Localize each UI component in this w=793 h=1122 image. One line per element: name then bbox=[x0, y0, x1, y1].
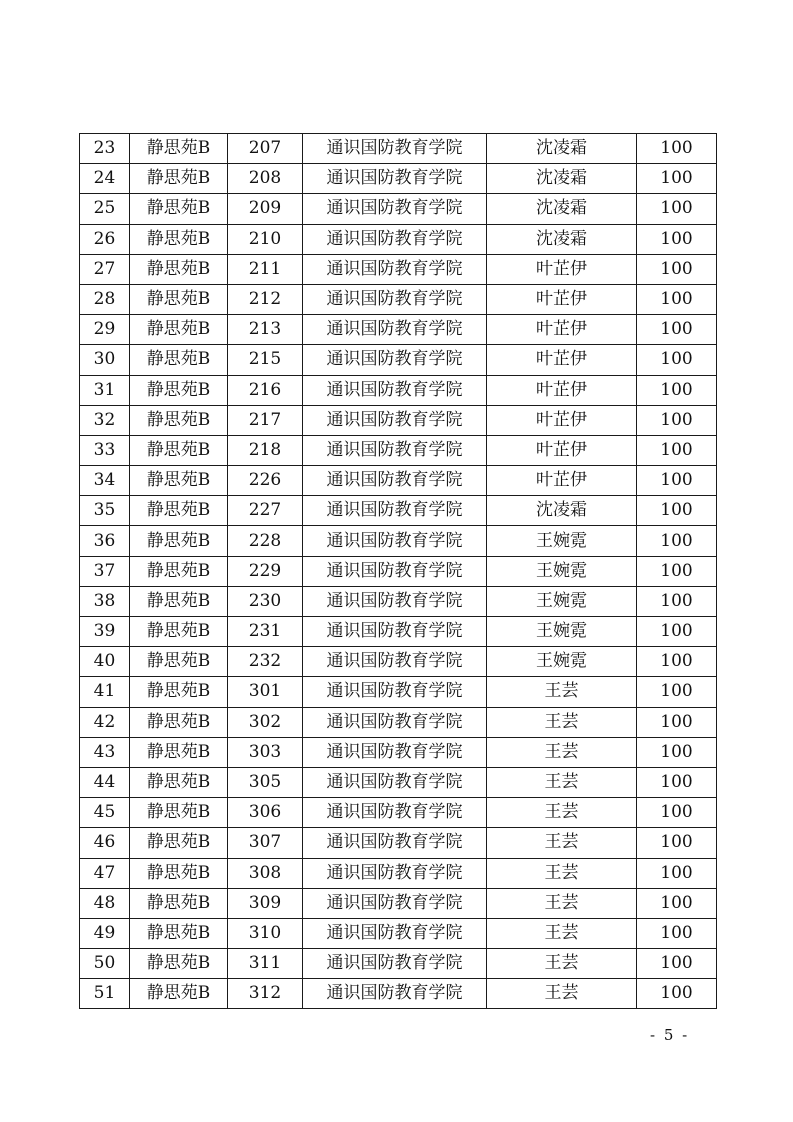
college-cell: 通识国防教育学院 bbox=[303, 586, 487, 616]
room-number-cell: 309 bbox=[228, 888, 303, 918]
counselor-name-cell: 沈凌霜 bbox=[487, 164, 637, 194]
table-row bbox=[80, 918, 717, 948]
row-index-cell: 28 bbox=[80, 284, 130, 314]
building-cell: 静思苑B bbox=[130, 949, 228, 979]
table-row bbox=[80, 828, 717, 858]
counselor-name-cell: 王婉霓 bbox=[487, 526, 637, 556]
counselor-name-cell: 王婉霓 bbox=[487, 617, 637, 647]
counselor-name-cell: 沈凌霜 bbox=[487, 224, 637, 254]
table-row bbox=[80, 254, 717, 284]
room-number-cell: 226 bbox=[228, 466, 303, 496]
table-row bbox=[80, 526, 717, 556]
counselor-name-cell: 叶芷伊 bbox=[487, 466, 637, 496]
counselor-name-cell: 王芸 bbox=[487, 737, 637, 767]
building-cell: 静思苑B bbox=[130, 315, 228, 345]
room-number-cell: 216 bbox=[228, 375, 303, 405]
college-cell: 通识国防教育学院 bbox=[303, 224, 487, 254]
score-cell: 100 bbox=[637, 345, 717, 375]
counselor-name-cell: 王芸 bbox=[487, 918, 637, 948]
score-cell: 100 bbox=[637, 737, 717, 767]
score-cell: 100 bbox=[637, 677, 717, 707]
score-cell: 100 bbox=[637, 435, 717, 465]
room-number-cell: 212 bbox=[228, 284, 303, 314]
table-row bbox=[80, 224, 717, 254]
room-number-cell: 217 bbox=[228, 405, 303, 435]
table-row bbox=[80, 888, 717, 918]
college-cell: 通识国防教育学院 bbox=[303, 496, 487, 526]
college-cell: 通识国防教育学院 bbox=[303, 164, 487, 194]
counselor-name-cell: 王婉霓 bbox=[487, 647, 637, 677]
room-number-cell: 218 bbox=[228, 435, 303, 465]
score-cell: 100 bbox=[637, 647, 717, 677]
row-index-cell: 41 bbox=[80, 677, 130, 707]
score-cell: 100 bbox=[637, 828, 717, 858]
college-cell: 通识国防教育学院 bbox=[303, 707, 487, 737]
row-index-cell: 43 bbox=[80, 737, 130, 767]
college-cell: 通识国防教育学院 bbox=[303, 828, 487, 858]
building-cell: 静思苑B bbox=[130, 345, 228, 375]
row-index-cell: 34 bbox=[80, 466, 130, 496]
table-row bbox=[80, 375, 717, 405]
score-cell: 100 bbox=[637, 496, 717, 526]
score-cell: 100 bbox=[637, 918, 717, 948]
row-index-cell: 24 bbox=[80, 164, 130, 194]
college-cell: 通识国防教育学院 bbox=[303, 798, 487, 828]
score-cell: 100 bbox=[637, 586, 717, 616]
building-cell: 静思苑B bbox=[130, 496, 228, 526]
counselor-name-cell: 沈凌霜 bbox=[487, 194, 637, 224]
table-row bbox=[80, 858, 717, 888]
row-index-cell: 46 bbox=[80, 828, 130, 858]
row-index-cell: 48 bbox=[80, 888, 130, 918]
college-cell: 通识国防教育学院 bbox=[303, 526, 487, 556]
table-row bbox=[80, 134, 717, 164]
room-number-cell: 311 bbox=[228, 949, 303, 979]
table-row bbox=[80, 194, 717, 224]
row-index-cell: 33 bbox=[80, 435, 130, 465]
counselor-name-cell: 王芸 bbox=[487, 888, 637, 918]
building-cell: 静思苑B bbox=[130, 164, 228, 194]
building-cell: 静思苑B bbox=[130, 194, 228, 224]
score-cell: 100 bbox=[637, 556, 717, 586]
counselor-name-cell: 叶芷伊 bbox=[487, 375, 637, 405]
counselor-name-cell: 叶芷伊 bbox=[487, 405, 637, 435]
room-number-cell: 230 bbox=[228, 586, 303, 616]
college-cell: 通识国防教育学院 bbox=[303, 888, 487, 918]
room-number-cell: 310 bbox=[228, 918, 303, 948]
table-body bbox=[80, 134, 717, 1009]
counselor-name-cell: 叶芷伊 bbox=[487, 315, 637, 345]
counselor-name-cell: 王芸 bbox=[487, 798, 637, 828]
row-index-cell: 25 bbox=[80, 194, 130, 224]
score-cell: 100 bbox=[637, 134, 717, 164]
college-cell: 通识国防教育学院 bbox=[303, 949, 487, 979]
college-cell: 通识国防教育学院 bbox=[303, 647, 487, 677]
building-cell: 静思苑B bbox=[130, 858, 228, 888]
building-cell: 静思苑B bbox=[130, 617, 228, 647]
room-number-cell: 210 bbox=[228, 224, 303, 254]
row-index-cell: 29 bbox=[80, 315, 130, 345]
building-cell: 静思苑B bbox=[130, 556, 228, 586]
college-cell: 通识国防教育学院 bbox=[303, 134, 487, 164]
counselor-name-cell: 沈凌霜 bbox=[487, 134, 637, 164]
building-cell: 静思苑B bbox=[130, 888, 228, 918]
row-index-cell: 35 bbox=[80, 496, 130, 526]
college-cell: 通识国防教育学院 bbox=[303, 737, 487, 767]
room-number-cell: 303 bbox=[228, 737, 303, 767]
counselor-name-cell: 王芸 bbox=[487, 949, 637, 979]
room-number-cell: 229 bbox=[228, 556, 303, 586]
building-cell: 静思苑B bbox=[130, 466, 228, 496]
score-cell: 100 bbox=[637, 224, 717, 254]
table-row bbox=[80, 798, 717, 828]
building-cell: 静思苑B bbox=[130, 375, 228, 405]
score-cell: 100 bbox=[637, 375, 717, 405]
table-row bbox=[80, 617, 717, 647]
room-number-cell: 211 bbox=[228, 254, 303, 284]
table-row bbox=[80, 979, 717, 1009]
table-row bbox=[80, 466, 717, 496]
score-cell: 100 bbox=[637, 254, 717, 284]
counselor-name-cell: 王芸 bbox=[487, 707, 637, 737]
college-cell: 通识国防教育学院 bbox=[303, 284, 487, 314]
score-cell: 100 bbox=[637, 284, 717, 314]
room-number-cell: 312 bbox=[228, 979, 303, 1009]
building-cell: 静思苑B bbox=[130, 918, 228, 948]
row-index-cell: 31 bbox=[80, 375, 130, 405]
college-cell: 通识国防教育学院 bbox=[303, 767, 487, 797]
row-index-cell: 45 bbox=[80, 798, 130, 828]
table-row bbox=[80, 496, 717, 526]
table-row bbox=[80, 315, 717, 345]
counselor-name-cell: 王婉霓 bbox=[487, 586, 637, 616]
room-number-cell: 301 bbox=[228, 677, 303, 707]
counselor-name-cell: 王芸 bbox=[487, 979, 637, 1009]
college-cell: 通识国防教育学院 bbox=[303, 194, 487, 224]
row-index-cell: 30 bbox=[80, 345, 130, 375]
counselor-name-cell: 王芸 bbox=[487, 677, 637, 707]
row-index-cell: 32 bbox=[80, 405, 130, 435]
college-cell: 通识国防教育学院 bbox=[303, 677, 487, 707]
room-number-cell: 207 bbox=[228, 134, 303, 164]
building-cell: 静思苑B bbox=[130, 798, 228, 828]
college-cell: 通识国防教育学院 bbox=[303, 405, 487, 435]
score-cell: 100 bbox=[637, 767, 717, 797]
row-index-cell: 50 bbox=[80, 949, 130, 979]
room-number-cell: 208 bbox=[228, 164, 303, 194]
counselor-name-cell: 叶芷伊 bbox=[487, 284, 637, 314]
counselor-name-cell: 叶芷伊 bbox=[487, 254, 637, 284]
college-cell: 通识国防教育学院 bbox=[303, 918, 487, 948]
building-cell: 静思苑B bbox=[130, 737, 228, 767]
college-cell: 通识国防教育学院 bbox=[303, 617, 487, 647]
building-cell: 静思苑B bbox=[130, 647, 228, 677]
table-row bbox=[80, 164, 717, 194]
score-cell: 100 bbox=[637, 405, 717, 435]
row-index-cell: 38 bbox=[80, 586, 130, 616]
row-index-cell: 26 bbox=[80, 224, 130, 254]
counselor-name-cell: 王芸 bbox=[487, 858, 637, 888]
building-cell: 静思苑B bbox=[130, 134, 228, 164]
college-cell: 通识国防教育学院 bbox=[303, 466, 487, 496]
counselor-name-cell: 王芸 bbox=[487, 828, 637, 858]
table-row bbox=[80, 345, 717, 375]
counselor-name-cell: 王芸 bbox=[487, 767, 637, 797]
counselor-name-cell: 叶芷伊 bbox=[487, 435, 637, 465]
table-row bbox=[80, 677, 717, 707]
college-cell: 通识国防教育学院 bbox=[303, 375, 487, 405]
row-index-cell: 40 bbox=[80, 647, 130, 677]
building-cell: 静思苑B bbox=[130, 979, 228, 1009]
room-number-cell: 305 bbox=[228, 767, 303, 797]
counselor-name-cell: 王婉霓 bbox=[487, 556, 637, 586]
row-index-cell: 23 bbox=[80, 134, 130, 164]
counselor-name-cell: 沈凌霜 bbox=[487, 496, 637, 526]
room-number-cell: 306 bbox=[228, 798, 303, 828]
building-cell: 静思苑B bbox=[130, 254, 228, 284]
score-cell: 100 bbox=[637, 888, 717, 918]
table-row bbox=[80, 556, 717, 586]
building-cell: 静思苑B bbox=[130, 828, 228, 858]
college-cell: 通识国防教育学院 bbox=[303, 556, 487, 586]
building-cell: 静思苑B bbox=[130, 435, 228, 465]
table-row bbox=[80, 435, 717, 465]
dormitory-score-table bbox=[79, 133, 717, 1009]
row-index-cell: 36 bbox=[80, 526, 130, 556]
building-cell: 静思苑B bbox=[130, 224, 228, 254]
college-cell: 通识国防教育学院 bbox=[303, 254, 487, 284]
college-cell: 通识国防教育学院 bbox=[303, 345, 487, 375]
row-index-cell: 51 bbox=[80, 979, 130, 1009]
score-cell: 100 bbox=[637, 707, 717, 737]
row-index-cell: 47 bbox=[80, 858, 130, 888]
row-index-cell: 27 bbox=[80, 254, 130, 284]
room-number-cell: 302 bbox=[228, 707, 303, 737]
room-number-cell: 215 bbox=[228, 345, 303, 375]
room-number-cell: 209 bbox=[228, 194, 303, 224]
table-row bbox=[80, 949, 717, 979]
room-number-cell: 307 bbox=[228, 828, 303, 858]
building-cell: 静思苑B bbox=[130, 707, 228, 737]
building-cell: 静思苑B bbox=[130, 284, 228, 314]
building-cell: 静思苑B bbox=[130, 586, 228, 616]
score-cell: 100 bbox=[637, 617, 717, 647]
score-cell: 100 bbox=[637, 526, 717, 556]
table-row bbox=[80, 284, 717, 314]
building-cell: 静思苑B bbox=[130, 526, 228, 556]
building-cell: 静思苑B bbox=[130, 405, 228, 435]
score-cell: 100 bbox=[637, 858, 717, 888]
counselor-name-cell: 叶芷伊 bbox=[487, 345, 637, 375]
room-number-cell: 231 bbox=[228, 617, 303, 647]
room-number-cell: 308 bbox=[228, 858, 303, 888]
room-number-cell: 227 bbox=[228, 496, 303, 526]
table-row bbox=[80, 707, 717, 737]
row-index-cell: 42 bbox=[80, 707, 130, 737]
row-index-cell: 49 bbox=[80, 918, 130, 948]
table-row bbox=[80, 647, 717, 677]
table-row bbox=[80, 405, 717, 435]
college-cell: 通识国防教育学院 bbox=[303, 979, 487, 1009]
score-cell: 100 bbox=[637, 164, 717, 194]
college-cell: 通识国防教育学院 bbox=[303, 858, 487, 888]
building-cell: 静思苑B bbox=[130, 677, 228, 707]
score-cell: 100 bbox=[637, 798, 717, 828]
college-cell: 通识国防教育学院 bbox=[303, 435, 487, 465]
room-number-cell: 228 bbox=[228, 526, 303, 556]
table-row bbox=[80, 767, 717, 797]
row-index-cell: 37 bbox=[80, 556, 130, 586]
building-cell: 静思苑B bbox=[130, 767, 228, 797]
room-number-cell: 213 bbox=[228, 315, 303, 345]
row-index-cell: 44 bbox=[80, 767, 130, 797]
score-cell: 100 bbox=[637, 949, 717, 979]
page-number: - 5 - bbox=[650, 1026, 690, 1044]
college-cell: 通识国防教育学院 bbox=[303, 315, 487, 345]
room-number-cell: 232 bbox=[228, 647, 303, 677]
score-cell: 100 bbox=[637, 194, 717, 224]
score-cell: 100 bbox=[637, 466, 717, 496]
score-cell: 100 bbox=[637, 315, 717, 345]
row-index-cell: 39 bbox=[80, 617, 130, 647]
score-cell: 100 bbox=[637, 979, 717, 1009]
table-row bbox=[80, 737, 717, 767]
table-row bbox=[80, 586, 717, 616]
